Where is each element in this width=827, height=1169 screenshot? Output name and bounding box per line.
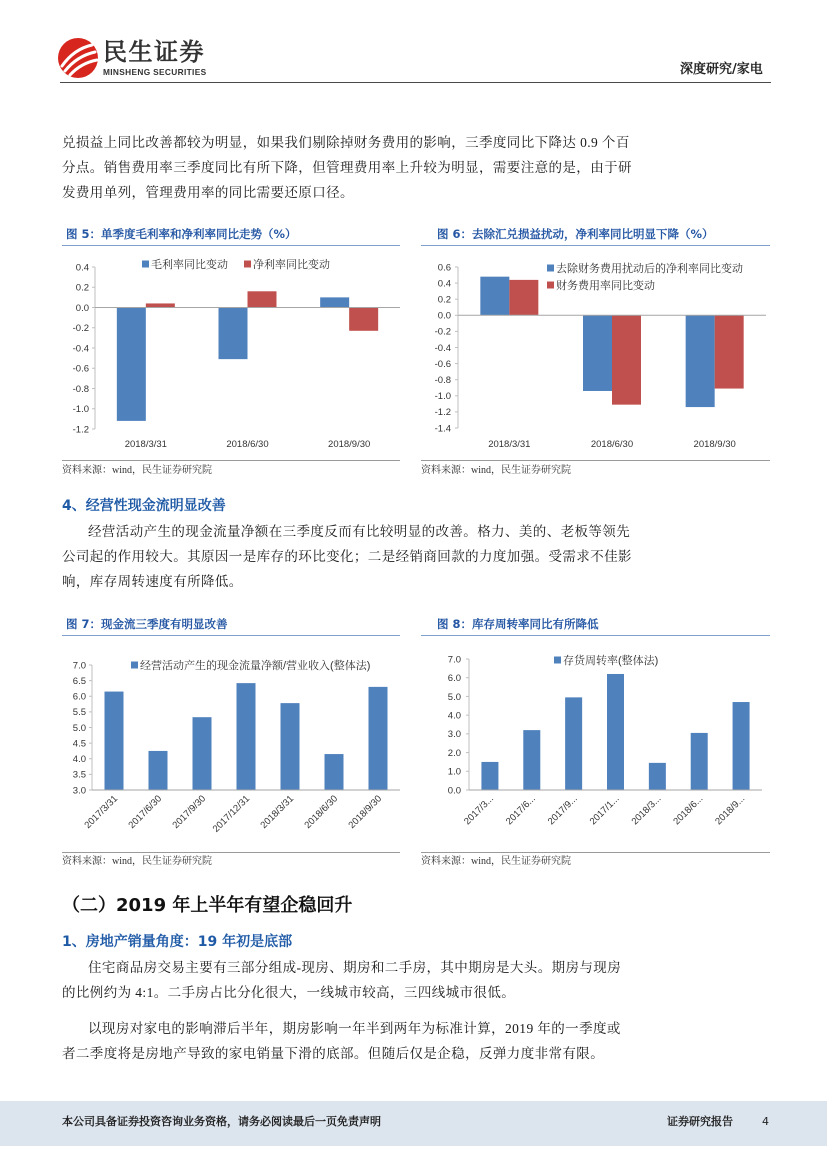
legend-label: 存货周转率(整体法) <box>563 655 659 667</box>
bar-s1-c2 <box>523 730 540 790</box>
x-tick-label: 2017/12/31 <box>210 793 253 835</box>
legend-label: 毛利率同比变动 <box>151 259 228 271</box>
y-tick-label: 4.0 <box>447 710 461 722</box>
figure-5-title: 图 5：单季度毛利率和净利率同比走势（%） <box>66 227 297 241</box>
legend-label: 财务费用率同比变动 <box>556 280 655 292</box>
x-tick-label: 2018/3/31 <box>124 439 167 450</box>
y-tick-label: -0.6 <box>72 363 89 375</box>
y-tick-label: 6.5 <box>72 675 86 687</box>
y-tick-label: -0.8 <box>72 383 89 395</box>
x-tick-label: 2018/6/30 <box>302 793 341 832</box>
y-tick-label: 0.4 <box>437 278 451 290</box>
intro-line: 兑损益上同比改善都较为明显，如果我们剔除掉财务费用的影响，三季度同比下降达 0.9 个百 <box>62 135 630 150</box>
figure-5-source-rule <box>62 460 400 461</box>
x-tick-label: 2017/3/31 <box>82 793 121 832</box>
x-tick-label: 2018/9... <box>713 793 748 828</box>
bar-s1-c7 <box>733 702 750 790</box>
figure-7-source-rule <box>62 852 400 853</box>
figure-5-title-rule <box>62 245 400 246</box>
y-tick-label: 0.0 <box>75 302 89 314</box>
section-heading-cashflow: 4、经营性现金流明显改善 <box>62 498 226 514</box>
bar-s1-c6 <box>691 733 708 790</box>
bar-s2-c2 <box>612 315 641 404</box>
figure-6-title-rule <box>421 245 770 246</box>
y-tick-label: -0.2 <box>434 326 451 338</box>
y-tick-label: -1.4 <box>434 423 451 435</box>
y-tick-label: -1.2 <box>72 424 89 436</box>
y-tick-label: 2.0 <box>447 747 461 759</box>
y-tick-label: 1.0 <box>447 766 461 778</box>
brand-logo-icon <box>57 37 99 79</box>
x-tick-label: 2018/9/30 <box>693 439 736 450</box>
bar-s1-c5 <box>281 703 300 790</box>
figure-6-title: 图 6：去除汇兑损益扰动，净利率同比明显下降（%） <box>437 227 714 241</box>
x-tick-label: 2018/6... <box>671 793 706 828</box>
y-tick-label: 6.0 <box>72 691 86 703</box>
figure-8-title: 图 8：库存周转率同比有所降低 <box>437 617 599 631</box>
figure-7-chart <box>62 655 407 845</box>
figure-7-title: 图 7：现金流三季度有明显改善 <box>66 617 228 631</box>
real-estate-line: 住宅商品房交易主要有三部分组成-现房、期房和二手房，其中期房是大头。期房与现房 <box>88 960 622 975</box>
y-tick-label: 3.5 <box>72 769 86 781</box>
bar-s1-c4 <box>237 683 256 790</box>
x-tick-label: 2018/6/30 <box>226 439 269 450</box>
header-divider <box>60 82 771 83</box>
intro-line: 发费用单列，管理费用率的同比需要还原口径。 <box>62 185 354 200</box>
x-tick-label: 2018/3/31 <box>258 793 297 832</box>
legend-label: 去除财务费用扰动后的净利率同比变动 <box>556 263 743 275</box>
intro-line: 分点。销售费用率三季度同比有所下降，但管理费用率上升较为明显，需要注意的是，由于研 <box>62 160 632 175</box>
bar-s1-c1 <box>480 277 509 316</box>
figure-6-source-rule <box>421 460 770 461</box>
legend-swatch <box>547 282 554 289</box>
part-heading: （二）2019 年上半年有望企稳回升 <box>62 895 353 916</box>
bar-s1-c2 <box>583 315 612 391</box>
cashflow-line: 公司起的作用较大。其原因一是库存的环比变化；二是经销商回款的力度加强。受需求不佳影 <box>62 549 632 564</box>
bar-s2-c1 <box>146 303 175 307</box>
figure-8-source-rule <box>421 852 770 853</box>
brand-name-cn: 民生证券 <box>103 38 205 66</box>
bar-s1-c3 <box>320 297 349 307</box>
bar-s1-c5 <box>649 763 666 790</box>
x-tick-label: 2017/6... <box>503 793 538 828</box>
bar-s1-c7 <box>369 687 388 790</box>
bar-s1-c2 <box>149 751 168 790</box>
subsection-heading-real-estate: 1、房地产销量角度：19 年初是底部 <box>62 934 293 950</box>
report-category: 深度研究/家电 <box>680 62 763 77</box>
y-tick-label: 4.0 <box>72 754 86 766</box>
bar-s2-c2 <box>248 291 277 307</box>
figure-5-chart <box>62 250 407 455</box>
real-estate-line: 者二季度将是房地产导致的家电销量下滑的底部。但随后仅是企稳，反弹力度非常有限。 <box>62 1046 605 1061</box>
bar-s1-c4 <box>607 674 624 790</box>
legend-swatch <box>142 261 149 268</box>
figure-6-source: 资料来源：wind，民生证券研究院 <box>421 465 571 476</box>
x-tick-label: 2017/6/30 <box>126 793 165 832</box>
figure-7-title-rule <box>62 635 400 636</box>
legend-swatch <box>547 265 554 272</box>
bar-s2-c3 <box>715 315 744 388</box>
x-tick-label: 2017/9... <box>545 793 580 828</box>
bar-s1-c1 <box>117 308 146 421</box>
y-tick-label: -1.0 <box>72 404 89 416</box>
x-tick-label: 2018/3/31 <box>488 439 531 450</box>
legend-swatch <box>554 657 561 664</box>
bar-s1-c1 <box>481 762 498 790</box>
brand-name-en: MINSHENG SECURITIES <box>103 67 207 77</box>
y-tick-label: 0.0 <box>437 310 451 322</box>
y-tick-label: -1.2 <box>434 407 451 419</box>
figure-8-chart <box>420 650 775 845</box>
legend-swatch <box>131 662 138 669</box>
bar-s2-c1 <box>509 280 538 315</box>
x-tick-label: 2017/1... <box>587 793 622 828</box>
y-tick-label: -0.8 <box>434 375 451 387</box>
figure-6-chart <box>420 250 775 455</box>
real-estate-line: 以现房对家电的影响滞后半年，期房影响一年半到两年为标准计算，2019 年的一季度或 <box>88 1021 621 1036</box>
page-number: 4 <box>762 1115 769 1128</box>
y-tick-label: -1.0 <box>434 391 451 403</box>
cashflow-line: 响，库存周转速度有所降低。 <box>62 574 243 589</box>
y-tick-label: 7.0 <box>447 654 461 666</box>
footer-report-type: 证券研究报告 <box>667 1115 733 1128</box>
bar-s1-c3 <box>193 717 212 790</box>
legend-label: 净利率同比变动 <box>253 259 330 271</box>
y-tick-label: 7.0 <box>72 660 86 672</box>
figure-5-source: 资料来源：wind，民生证券研究院 <box>62 465 212 476</box>
y-tick-label: 0.0 <box>447 785 461 797</box>
bar-s2-c3 <box>349 308 378 331</box>
y-tick-label: -0.4 <box>434 342 451 354</box>
y-tick-label: 5.0 <box>447 691 461 703</box>
x-tick-label: 2018/6/30 <box>590 439 634 450</box>
bar-s1-c3 <box>686 315 715 407</box>
y-tick-label: 6.0 <box>447 673 461 685</box>
footer-disclaimer: 本公司具备证券投资咨询业务资格，请务必阅读最后一页免责声明 <box>62 1115 381 1128</box>
y-tick-label: 5.0 <box>72 722 86 734</box>
x-tick-label: 2018/9/30 <box>328 439 371 450</box>
y-tick-label: 3.0 <box>447 729 461 741</box>
cashflow-line: 经营活动产生的现金流量净额在三季度反而有比较明显的改善。格力、美的、老板等领先 <box>88 524 631 539</box>
bar-s1-c1 <box>105 692 124 790</box>
legend-swatch <box>244 261 251 268</box>
x-tick-label: 2017/9/30 <box>170 793 209 832</box>
y-tick-label: 0.4 <box>75 262 89 274</box>
figure-7-source: 资料来源：wind，民生证券研究院 <box>62 856 212 867</box>
y-tick-label: 4.5 <box>72 738 86 750</box>
y-tick-label: 0.6 <box>437 262 451 274</box>
y-tick-label: 0.2 <box>75 282 89 294</box>
legend-label: 经营活动产生的现金流量净额/营业收入(整体法) <box>140 660 371 672</box>
figure-8-source: 资料来源：wind，民生证券研究院 <box>421 856 571 867</box>
y-tick-label: -0.4 <box>72 343 89 355</box>
x-tick-label: 2017/3... <box>462 793 497 828</box>
real-estate-line: 的比例约为 4:1。二手房占比分化很大，一线城市较高，三四线城市很低。 <box>62 985 516 1000</box>
bar-s1-c3 <box>565 697 582 790</box>
y-tick-label: 5.5 <box>72 707 86 719</box>
x-tick-label: 2018/9/30 <box>346 793 385 832</box>
y-tick-label: -0.6 <box>434 358 451 370</box>
y-tick-label: 0.2 <box>437 294 451 306</box>
y-tick-label: 3.0 <box>72 785 86 797</box>
bar-s1-c6 <box>325 754 344 790</box>
x-tick-label: 2018/3... <box>629 793 664 828</box>
figure-8-title-rule <box>421 635 770 636</box>
y-tick-label: -0.2 <box>72 323 89 335</box>
bar-s1-c2 <box>219 308 248 360</box>
